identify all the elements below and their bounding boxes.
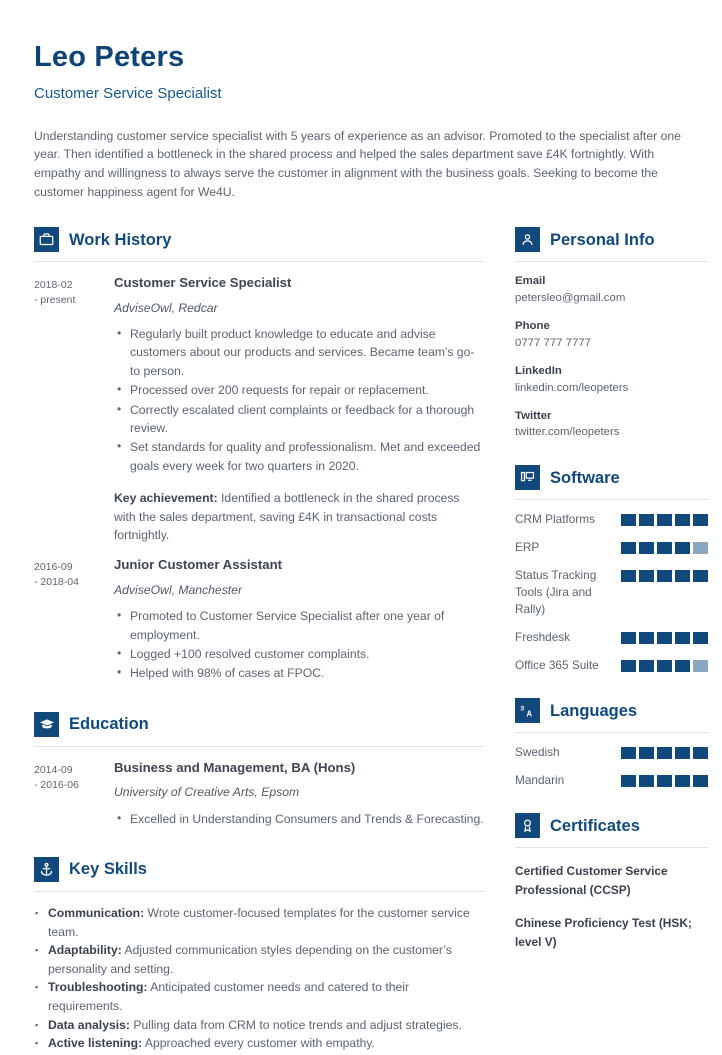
rating-box xyxy=(639,660,654,672)
education-entry-body xyxy=(114,760,484,829)
rating-box xyxy=(675,747,690,759)
rating-box xyxy=(657,775,672,787)
key-skills-heading xyxy=(34,857,484,882)
info-label: LinkedIn xyxy=(515,364,562,377)
list-item xyxy=(48,1016,484,1035)
education-entry-dates xyxy=(34,760,114,829)
rating-box xyxy=(639,542,654,554)
work-entry-body xyxy=(114,275,484,544)
education-bullets xyxy=(114,810,484,828)
software-label: CRM Platforms xyxy=(515,512,595,527)
skill-name: Communication: xyxy=(48,906,145,921)
monitor-icon xyxy=(515,465,540,490)
education-title: Education xyxy=(69,715,149,734)
key-achievement-label: Key achievement: xyxy=(114,491,218,506)
skill-description: Pulling data from CRM to notice trends and adjust strategies. xyxy=(129,1017,462,1032)
rating-box xyxy=(675,660,690,672)
key-achievement-text: Identified a bottleneck in the shared process with the sales department, saving £4K in transactional costs fortnightly. xyxy=(114,491,460,543)
rating-box xyxy=(657,570,672,582)
skill-description: Wrote customer-focused templates for the customer service team. xyxy=(48,906,470,939)
rating-bar xyxy=(621,629,708,644)
section-certificates xyxy=(515,813,708,952)
key-achievement xyxy=(114,489,474,544)
rating-box xyxy=(639,514,654,526)
rating-box xyxy=(657,514,672,526)
software-label: Status Tracking Tools (Jira and Rally) xyxy=(515,568,597,617)
rating-box xyxy=(621,570,636,582)
briefcase-icon xyxy=(34,227,59,252)
software-title: Software xyxy=(550,468,620,487)
info-label: Email xyxy=(515,275,546,288)
rating-bar xyxy=(621,772,708,787)
divider xyxy=(34,891,484,892)
rating-bar xyxy=(621,567,708,582)
work-entry-bullets xyxy=(114,607,484,683)
rating-box xyxy=(657,542,672,554)
work-entry-organization: AdviseOwl, Manchester xyxy=(114,582,243,597)
rating-box xyxy=(639,747,654,759)
personal-info-heading xyxy=(515,227,708,252)
certificates-title: Certificates xyxy=(550,816,640,835)
language-rating-row xyxy=(515,744,708,761)
rating-box xyxy=(621,632,636,644)
graduation-cap-icon xyxy=(34,712,59,737)
list-item xyxy=(48,1034,484,1053)
rating-box xyxy=(693,514,708,526)
svg-text:ﾖ: ﾖ xyxy=(520,705,524,713)
certificates-heading xyxy=(515,813,708,838)
rating-box xyxy=(621,514,636,526)
resume-columns xyxy=(34,227,692,1055)
linkedin-value[interactable]: linkedin.com/leopeters xyxy=(515,381,629,394)
rating-box xyxy=(675,775,690,787)
rating-box xyxy=(675,514,690,526)
main-column xyxy=(34,227,484,1055)
list-item xyxy=(48,978,484,1015)
section-software xyxy=(515,465,708,674)
rating-box xyxy=(657,660,672,672)
work-entry-organization: AdviseOwl, Redcar xyxy=(114,300,218,315)
rating-box xyxy=(621,542,636,554)
list-item: • Helped with 98% of cases at FPOC. xyxy=(130,664,484,682)
education-entry xyxy=(34,760,484,829)
personal-info-item xyxy=(515,409,708,442)
rating-bar xyxy=(621,511,708,526)
section-education xyxy=(34,712,484,829)
software-rating-row xyxy=(515,657,708,674)
translate-icon xyxy=(515,698,540,723)
personal-info-item xyxy=(515,319,708,352)
award-icon xyxy=(515,813,540,838)
software-rating-row xyxy=(515,539,708,556)
skill-description: Approached every customer with empathy. xyxy=(142,1036,375,1051)
divider xyxy=(34,746,484,747)
work-entry-dates xyxy=(34,275,114,544)
certificate-item: Certified Customer Service Professional (CCSP) xyxy=(515,864,668,898)
person-icon xyxy=(515,227,540,252)
software-rating-row xyxy=(515,567,708,618)
software-label: Office 365 Suite xyxy=(515,658,599,673)
work-entry xyxy=(34,557,484,683)
work-entry-position: Junior Customer Assistant xyxy=(114,557,283,573)
email-value[interactable]: petersleo@gmail.com xyxy=(515,292,626,305)
list-item: • Processed over 200 requests for repair or replacement. xyxy=(130,381,484,399)
date-start: 2016-09 xyxy=(34,561,73,574)
rating-box xyxy=(675,570,690,582)
rating-box xyxy=(693,632,708,644)
rating-box xyxy=(639,570,654,582)
rating-bar xyxy=(621,539,708,554)
sidebar-column xyxy=(515,227,708,952)
education-degree: Business and Management, BA (Hons) xyxy=(114,759,356,775)
divider xyxy=(515,847,708,848)
section-personal-info xyxy=(515,227,708,441)
work-entry xyxy=(34,275,484,544)
rating-box-empty xyxy=(693,542,708,554)
rating-box xyxy=(657,747,672,759)
software-rating-row xyxy=(515,629,708,646)
date-end: - 2016-06 xyxy=(34,778,79,791)
list-item: • Correctly escalated client complaints or feedback for a thorough review. xyxy=(130,401,484,438)
education-heading xyxy=(34,712,484,737)
rating-box xyxy=(693,775,708,787)
list-item: • Logged +100 resolved customer complaints. xyxy=(130,645,484,663)
info-label: Twitter xyxy=(515,409,552,422)
divider xyxy=(515,261,708,262)
languages-title: Languages xyxy=(550,701,638,720)
skill-name: Troubleshooting: xyxy=(48,980,148,995)
rating-box xyxy=(621,660,636,672)
skill-description: Adjusted communication styles depending on the customer’s personality and setting. xyxy=(48,943,452,976)
list-item xyxy=(48,941,484,978)
work-history-title: Work History xyxy=(69,230,172,249)
date-start: 2014-09 xyxy=(34,763,73,776)
date-end: - 2018-04 xyxy=(34,576,79,589)
anchor-icon xyxy=(34,857,59,882)
language-label: Swedish xyxy=(515,745,560,760)
language-label: Mandarin xyxy=(515,773,565,788)
key-skills-list xyxy=(34,904,484,1053)
rating-box-empty xyxy=(693,660,708,672)
rating-bar xyxy=(621,657,708,672)
list-item xyxy=(48,904,484,941)
work-entry-body xyxy=(114,557,484,683)
section-work-history xyxy=(34,227,484,684)
certificate-item: Chinese Proficiency Test (HSK; level V) xyxy=(515,916,692,950)
list-item: • Promoted to Customer Service Specialist after one year of employment. xyxy=(130,607,484,644)
section-languages xyxy=(515,698,708,789)
education-school: University of Creative Arts, Epsom xyxy=(114,785,300,800)
divider xyxy=(515,499,708,500)
rating-box xyxy=(675,632,690,644)
key-skills-title: Key Skills xyxy=(69,860,147,879)
personal-info-title: Personal Info xyxy=(550,230,655,249)
candidate-job-title: Customer Service Specialist xyxy=(34,84,222,102)
skill-description: Anticipated customer needs and catered to their requirements. xyxy=(48,980,410,1013)
rating-box xyxy=(693,747,708,759)
section-key-skills xyxy=(34,857,484,1053)
date-end: - present xyxy=(34,294,76,307)
languages-heading xyxy=(515,698,708,723)
list-item: • Set standards for quality and professionalism. Met and exceeded goals every week for two quarters in 2020. xyxy=(130,438,484,475)
rating-box xyxy=(621,747,636,759)
work-entry-position: Customer Service Specialist xyxy=(114,275,292,291)
candidate-name: Leo Peters xyxy=(34,41,185,73)
skill-name: Adaptability: xyxy=(48,943,122,958)
twitter-value[interactable]: twitter.com/leopeters xyxy=(515,426,620,439)
software-heading xyxy=(515,465,708,490)
svg-text:A: A xyxy=(525,709,532,719)
rating-box xyxy=(657,632,672,644)
date-start: 2018-02 xyxy=(34,279,73,292)
phone-value[interactable]: 0777 777 7777 xyxy=(515,336,592,349)
personal-info-item xyxy=(515,274,708,307)
software-label: Freshdesk xyxy=(515,630,571,645)
professional-summary: Understanding customer service specialist with 5 years of experience as an advisor. Promoted to the specialist after one year. Then identified a bottleneck in the shared process and helped the sales department save £4K fortnightly. With empathy and willingness to always serve the customer in alignment with the business goals. Seeking to become the customer happiness agent for We4U. xyxy=(34,128,681,199)
rating-box xyxy=(693,570,708,582)
info-label: Phone xyxy=(515,320,550,333)
work-entry-bullets xyxy=(114,325,484,475)
personal-info-item xyxy=(515,364,708,397)
divider xyxy=(34,261,484,262)
skill-name: Active listening: xyxy=(48,1036,143,1051)
work-history-heading xyxy=(34,227,484,252)
language-rating-row xyxy=(515,772,708,789)
rating-box xyxy=(639,632,654,644)
skill-name: Data analysis: xyxy=(48,1017,130,1032)
rating-box xyxy=(639,775,654,787)
rating-box xyxy=(621,775,636,787)
divider xyxy=(515,732,708,733)
software-label: ERP xyxy=(515,540,540,555)
list-item: • Excelled in Understanding Consumers and Trends & Forecasting. xyxy=(130,810,484,828)
rating-box xyxy=(675,542,690,554)
list-item: • Regularly built product knowledge to educate and advise customers about our products and services. Became team's go-to person. xyxy=(130,325,484,380)
work-entry-dates xyxy=(34,557,114,683)
software-rating-row xyxy=(515,511,708,528)
rating-bar xyxy=(621,744,708,759)
